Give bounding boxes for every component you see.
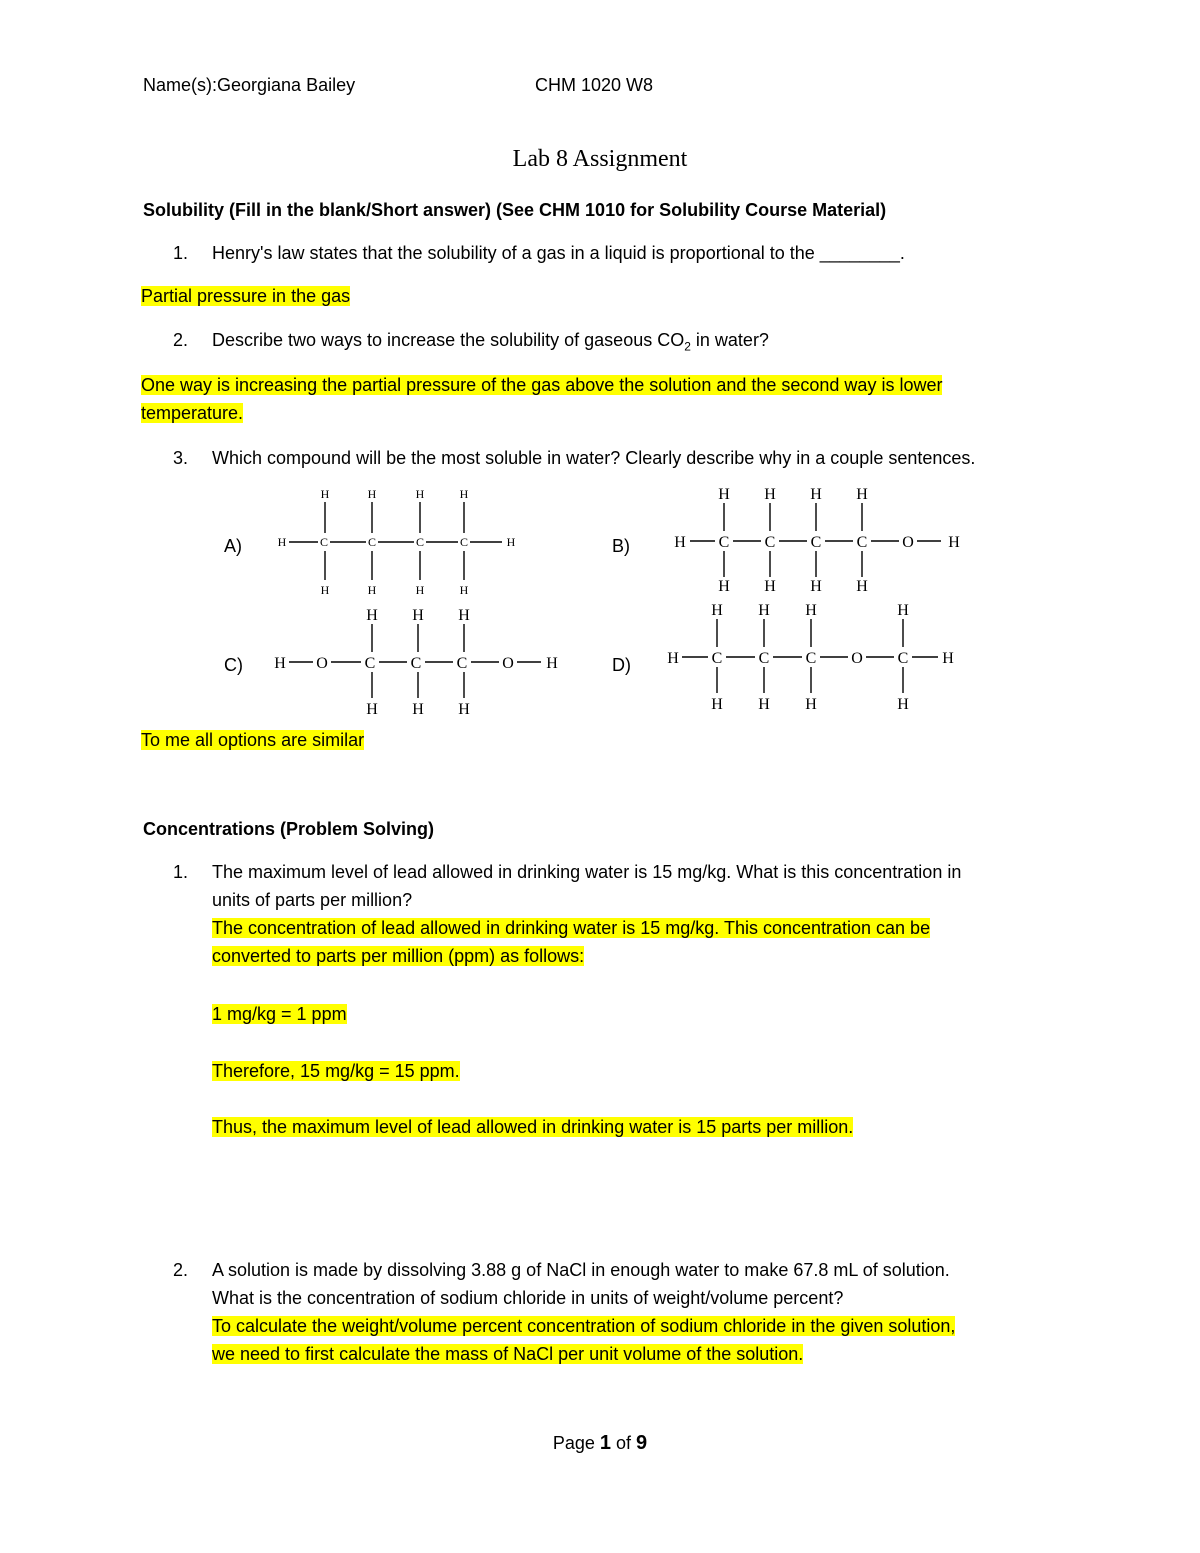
conc-q1-number: 1. — [173, 862, 189, 882]
atom-h: H — [764, 578, 776, 595]
structure-label-d: D) — [612, 655, 631, 675]
sol-q2-text-before: Describe two ways to increase the solubility of gaseous CO — [212, 330, 685, 350]
atom-c: C — [456, 655, 468, 672]
conc-a1-line2-text: converted to parts per million (ppm) as follows: — [212, 946, 585, 966]
atom-c: C — [410, 655, 422, 672]
atom-c: C — [459, 535, 469, 549]
atom-h: H — [718, 578, 730, 595]
header-names: Name(s):Georgiana Bailey — [143, 75, 356, 95]
conc-q1-line2: units of parts per million? — [212, 890, 413, 910]
atom-o: O — [316, 655, 328, 672]
atom-h: H — [459, 583, 469, 597]
conc-q2-number: 2. — [173, 1260, 189, 1280]
conc-q2-line1: A solution is made by dissolving 3.88 g of NaCl in enough water to make 67.8 mL of solution. — [212, 1260, 950, 1280]
structure-label-c: C) — [224, 655, 243, 675]
atom-h: H — [412, 607, 424, 624]
atom-c: C — [810, 534, 822, 551]
atom-c: C — [758, 650, 770, 667]
atom-c: C — [319, 535, 329, 549]
sol-a1-text: Partial pressure in the gas — [141, 286, 351, 306]
atom-c: C — [805, 650, 817, 667]
page-footer — [0, 1432, 1200, 1455]
sol-a3-text: To me all options are similar — [141, 730, 365, 750]
atom-h: H — [718, 486, 730, 503]
conc-a1-line3 — [212, 1000, 347, 1028]
conc-a2-line1 — [212, 1312, 955, 1340]
atom-h: H — [277, 535, 287, 549]
atom-h: H — [711, 602, 723, 619]
atom-c: C — [711, 650, 723, 667]
atom-c: C — [364, 655, 376, 672]
atom-h: H — [711, 696, 723, 713]
structure-c-atoms — [274, 607, 558, 718]
conc-a2-line1-text: To calculate the weight/volume percent concentration of sodium chloride in the given solution, — [212, 1316, 956, 1336]
atom-h: H — [458, 607, 470, 624]
atom-c: C — [764, 534, 776, 551]
structure-label-a: A) — [224, 536, 242, 556]
atom-h: H — [415, 487, 425, 501]
chemical-structures — [0, 0, 1200, 760]
atom-h: H — [948, 534, 960, 551]
sol-q3-text: Which compound will be the most soluble in water? Clearly describe why in a couple sentences. — [212, 448, 976, 468]
atom-h: H — [274, 655, 286, 672]
atom-o: O — [502, 655, 514, 672]
atom-h: H — [758, 602, 770, 619]
atom-h: H — [897, 602, 909, 619]
atom-c: C — [415, 535, 425, 549]
conc-a1-line1-text: The concentration of lead allowed in drinking water is 15 mg/kg. This concentration can be — [212, 918, 931, 938]
conc-a1-line3-text: 1 mg/kg = 1 ppm — [212, 1004, 347, 1024]
atom-c: C — [718, 534, 730, 551]
atom-h: H — [805, 696, 817, 713]
atom-h: H — [320, 487, 330, 501]
header-course: CHM 1020 W8 — [535, 75, 654, 95]
footer-of-word: of — [616, 1433, 632, 1453]
atom-h: H — [546, 655, 558, 672]
atom-o: O — [902, 534, 914, 551]
atom-h: H — [897, 696, 909, 713]
sol-q2-number: 2. — [173, 330, 189, 350]
atom-o: O — [851, 650, 863, 667]
footer-page-total: 9 — [636, 1432, 648, 1454]
atom-h: H — [810, 486, 822, 503]
atom-c: C — [897, 650, 909, 667]
atom-h: H — [674, 534, 686, 551]
atom-h: H — [415, 583, 425, 597]
sol-q2-text-after: in water? — [690, 330, 769, 350]
atom-c: C — [856, 534, 868, 551]
atom-h: H — [412, 701, 424, 718]
atom-h: H — [942, 650, 954, 667]
atom-h: H — [764, 486, 776, 503]
sol-a2-line1-text: One way is increasing the partial pressure of the gas above the solution and the second way is lower — [141, 375, 943, 395]
conc-a1-line4 — [212, 1057, 460, 1085]
concentrations-heading: Concentrations (Problem Solving) — [143, 819, 435, 839]
conc-a2-line2 — [212, 1340, 803, 1368]
sol-a3 — [141, 726, 364, 754]
sol-q1-text: Henry's law states that the solubility of a gas in a liquid is proportional to the ________. — [212, 243, 905, 263]
conc-a1-line5 — [212, 1113, 853, 1141]
atom-h: H — [367, 487, 377, 501]
sol-q1-number: 1. — [173, 243, 189, 263]
atom-h: H — [856, 578, 868, 595]
footer-page-word: Page — [552, 1433, 595, 1453]
atom-h: H — [366, 607, 378, 624]
sol-a2-line2-text: temperature. — [141, 403, 244, 423]
atom-h: H — [367, 583, 377, 597]
atom-h: H — [459, 487, 469, 501]
conc-a1-line2 — [212, 942, 584, 970]
conc-q1-line1: The maximum level of lead allowed in drinking water is 15 mg/kg. What is this concentration in — [212, 862, 962, 882]
footer-page-number: 1 — [599, 1432, 611, 1454]
atom-h: H — [667, 650, 679, 667]
sol-q3-number: 3. — [173, 448, 189, 468]
atom-h: H — [856, 486, 868, 503]
conc-q2-line2: What is the concentration of sodium chloride in units of weight/volume percent? — [212, 1288, 844, 1308]
atom-h: H — [320, 583, 330, 597]
structure-label-b: B) — [612, 536, 630, 556]
structure-d-atoms — [667, 602, 954, 713]
atom-h: H — [366, 701, 378, 718]
sol-q2-subscript: 2 — [684, 339, 691, 354]
conc-a2-line2-text: we need to first calculate the mass of NaCl per unit volume of the solution. — [212, 1344, 804, 1364]
atom-h: H — [506, 535, 516, 549]
conc-a1-line4-text: Therefore, 15 mg/kg = 15 ppm. — [212, 1061, 460, 1081]
page-title: Lab 8 Assignment — [512, 146, 688, 172]
atom-h: H — [758, 696, 770, 713]
atom-h: H — [805, 602, 817, 619]
conc-a1-line1 — [212, 914, 930, 942]
solubility-heading: Solubility (Fill in the blank/Short answer) (See CHM 1010 for Solubility Course Material) — [143, 200, 887, 220]
atom-c: C — [367, 535, 377, 549]
atom-h: H — [458, 701, 470, 718]
atom-h: H — [810, 578, 822, 595]
conc-a1-line5-text: Thus, the maximum level of lead allowed in drinking water is 15 parts per million. — [212, 1117, 854, 1137]
